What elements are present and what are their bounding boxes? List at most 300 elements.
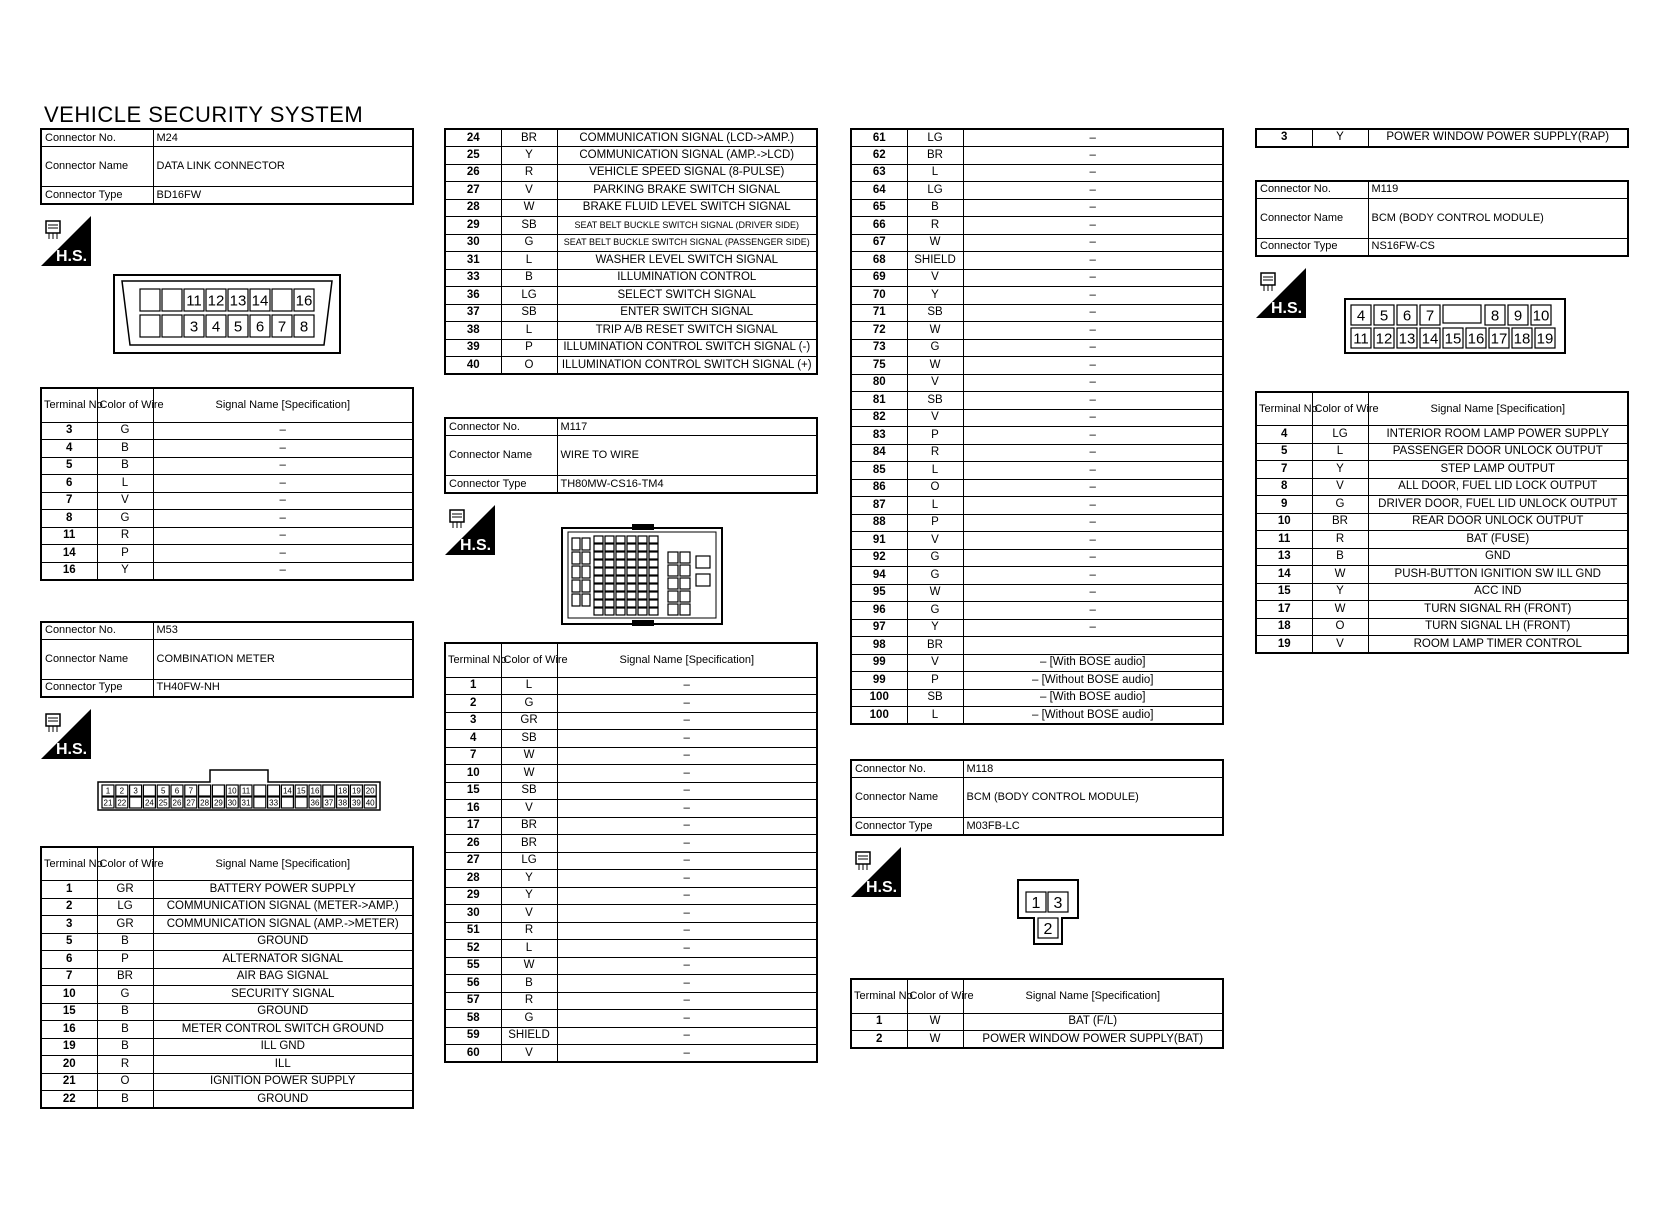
color-header: Color of Wire: [1312, 392, 1368, 426]
terminal-cell: 100: [851, 707, 907, 725]
color-cell: W: [907, 584, 963, 602]
pin-label: 14: [1421, 329, 1439, 347]
terminal-cell: 83: [851, 427, 907, 445]
table-row: [445, 747, 817, 765]
signal-cell: –: [557, 940, 817, 958]
terminal-cell: 3: [445, 712, 501, 730]
terminal-cell: 36: [445, 287, 501, 305]
terminal-cell: 6: [41, 951, 97, 969]
table-row: [1256, 583, 1628, 601]
signal-cell: COMMUNICATION SIGNAL (AMP.->LCD): [557, 147, 817, 165]
table-row: [851, 619, 1223, 637]
connector-pin: [605, 608, 614, 615]
terminal-cell: 24: [445, 129, 501, 147]
terminal-cell: 25: [445, 147, 501, 165]
connector-pin: [616, 544, 625, 551]
terminal-cell: 3: [41, 422, 97, 440]
terminal-cell: 15: [445, 782, 501, 800]
signal-cell: BAT (FUSE): [1368, 531, 1628, 549]
table-row: [445, 199, 817, 217]
connector-no: M117: [557, 418, 817, 436]
signal-cell: –: [963, 182, 1223, 200]
color-cell: L: [1312, 443, 1368, 461]
table-row: [41, 475, 413, 493]
connector-pin: [627, 608, 636, 615]
signal-cell: –: [153, 492, 413, 510]
signal-cell: SELECT SWITCH SIGNAL: [557, 287, 817, 305]
hs-icon: [40, 215, 92, 267]
table-row: [851, 602, 1223, 620]
table-row: [445, 835, 817, 853]
terminal-cell: 1: [445, 677, 501, 695]
connector-pin: [605, 584, 614, 591]
table-row: [851, 392, 1223, 410]
terminal-cell: 67: [851, 234, 907, 252]
terminal-cell: 1: [41, 881, 97, 899]
color-cell: P: [907, 514, 963, 532]
terminal-cell: 2: [851, 1031, 907, 1049]
terminal-header: Terminal No.: [851, 979, 907, 1013]
signal-cell: –: [963, 304, 1223, 322]
table-row: [851, 217, 1223, 235]
table-row: [851, 357, 1223, 375]
table-row: [445, 1010, 817, 1028]
terminal-cell: 80: [851, 374, 907, 392]
label: Connector Name: [445, 436, 557, 476]
color-cell: W: [907, 322, 963, 340]
color-cell: GR: [501, 712, 557, 730]
terminal-cell: 17: [445, 817, 501, 835]
signal-cell: REAR DOOR UNLOCK OUTPUT: [1368, 513, 1628, 531]
table-row: [445, 234, 817, 252]
signal-table-m53: [40, 846, 414, 1110]
terminal-cell: 28: [445, 870, 501, 888]
terminal-cell: 39: [445, 339, 501, 357]
signal-cell: –: [963, 217, 1223, 235]
terminal-cell: 59: [445, 1027, 501, 1045]
terminal-cell: 16: [41, 562, 97, 580]
color-header: Color of Wire: [97, 847, 153, 881]
table-row: [41, 457, 413, 475]
connector-pin: [594, 536, 603, 543]
color-cell: W: [501, 957, 557, 975]
label: Connector Type: [1256, 238, 1368, 256]
table-row: [445, 712, 817, 730]
table-row: [445, 287, 817, 305]
signal-cell: GROUND: [153, 933, 413, 951]
table-row: [41, 898, 413, 916]
signal-header: Signal Name [Specification]: [557, 643, 817, 677]
signal-cell: –: [963, 409, 1223, 427]
pin-label: 24: [144, 797, 154, 807]
pin-label: 27: [186, 797, 196, 807]
terminal-cell: 91: [851, 532, 907, 550]
terminal-cell: 62: [851, 147, 907, 165]
connector-type: TH80MW-CS16-TM4: [557, 476, 817, 494]
color-cell: G: [501, 1010, 557, 1028]
signal-cell: VEHICLE SPEED SIGNAL (8-PULSE): [557, 164, 817, 182]
color-cell: B: [501, 975, 557, 993]
signal-cell: –: [153, 527, 413, 545]
signal-cell: –: [557, 730, 817, 748]
signal-cell: STEP LAMP OUTPUT: [1368, 461, 1628, 479]
pin-label: 17: [1490, 329, 1508, 347]
table-row: [1256, 426, 1628, 444]
pin-label: 13: [1398, 329, 1416, 347]
connector-pin: [668, 565, 678, 576]
color-cell: LG: [97, 898, 153, 916]
hs-icon: [1255, 267, 1307, 319]
terminal-cell: 9: [1256, 496, 1312, 514]
color-header: Color of Wire: [97, 388, 153, 422]
signal-cell: [963, 637, 1223, 655]
signal-cell: –: [557, 975, 817, 993]
table-row: [445, 322, 817, 340]
pin-label: 38: [338, 797, 348, 807]
pin-label: 21: [103, 797, 113, 807]
color-cell: LG: [907, 129, 963, 147]
color-cell: B: [97, 1038, 153, 1056]
color-cell: BR: [501, 817, 557, 835]
signal-cell: –: [557, 1010, 817, 1028]
table-row: [851, 1013, 1223, 1031]
color-cell: Y: [1312, 129, 1368, 147]
connector-pin: [605, 536, 614, 543]
connector-pin: [649, 592, 658, 599]
table-row: [445, 975, 817, 993]
color-cell: Y: [501, 870, 557, 888]
pin-label: 10: [1532, 306, 1550, 324]
terminal-cell: 86: [851, 479, 907, 497]
label: Connector Type: [445, 476, 557, 494]
color-cell: R: [907, 444, 963, 462]
pin-label: 1: [105, 785, 111, 795]
connector-pin: [616, 592, 625, 599]
terminal-cell: 61: [851, 129, 907, 147]
table-row: [41, 933, 413, 951]
connector-type: TH40FW-NH: [153, 679, 413, 697]
color-cell: O: [1312, 618, 1368, 636]
pin-label: 3: [189, 318, 199, 336]
connector-pin: [594, 544, 603, 551]
color-cell: V: [1312, 478, 1368, 496]
pin-label: 12: [1375, 329, 1393, 347]
pin-label: 3: [133, 785, 138, 795]
signal-cell: ILL: [153, 1056, 413, 1074]
table-row: [41, 1091, 413, 1109]
connector-pin: [594, 576, 603, 583]
pin-label: 2: [119, 785, 125, 795]
color-cell: G: [1312, 496, 1368, 514]
terminal-cell: 7: [445, 747, 501, 765]
table-row: [41, 510, 413, 528]
color-cell: R: [501, 992, 557, 1010]
color-cell: SB: [501, 217, 557, 235]
signal-cell: –: [153, 475, 413, 493]
connector-pin: [616, 576, 625, 583]
signal-header: Signal Name [Specification]: [153, 388, 413, 422]
table-row: [1256, 636, 1628, 654]
terminal-cell: 11: [1256, 531, 1312, 549]
signal-cell: –: [963, 584, 1223, 602]
connector-pin: [572, 538, 580, 550]
connector-pin: [199, 785, 211, 796]
signal-cell: –: [963, 549, 1223, 567]
terminal-cell: 37: [445, 304, 501, 322]
signal-cell: ILL GND: [153, 1038, 413, 1056]
table-row: [445, 147, 817, 165]
pin-label: 18: [1513, 329, 1531, 347]
table-row: [445, 164, 817, 182]
connector-no: M118: [963, 760, 1223, 778]
signal-cell: –: [557, 852, 817, 870]
color-cell: W: [1312, 601, 1368, 619]
pin-label: 6: [1402, 306, 1412, 324]
connector-pin: [680, 552, 690, 563]
pin-label: 5: [1379, 306, 1389, 324]
connector-pin: [572, 566, 580, 578]
table-row: [445, 940, 817, 958]
connector-pin: [627, 560, 636, 567]
terminal-cell: 21: [41, 1073, 97, 1091]
color-cell: B: [501, 269, 557, 287]
table-row: [41, 562, 413, 580]
signal-header: Signal Name [Specification]: [153, 847, 413, 881]
table-row: [851, 584, 1223, 602]
color-cell: BR: [97, 968, 153, 986]
terminal-cell: 58: [445, 1010, 501, 1028]
signal-cell: SECURITY SIGNAL: [153, 986, 413, 1004]
table-row: [41, 986, 413, 1004]
pin-label: 7: [277, 318, 287, 336]
table-row: [445, 339, 817, 357]
connector-pin: [627, 544, 636, 551]
connector-pin: [649, 576, 658, 583]
label: Connector No.: [41, 129, 153, 147]
signal-table-m53-continued: [444, 128, 818, 375]
connector-pin: [616, 584, 625, 591]
label: Connector No.: [445, 418, 557, 436]
table-row: [445, 992, 817, 1010]
color-cell: Y: [907, 287, 963, 305]
signal-cell: –: [963, 357, 1223, 375]
table-row: [41, 492, 413, 510]
color-cell: L: [907, 707, 963, 725]
signal-cell: –: [963, 164, 1223, 182]
connector-pin: [627, 576, 636, 583]
pin-label: 31: [241, 797, 251, 807]
color-cell: G: [501, 695, 557, 713]
pin-label: 2: [1043, 920, 1053, 938]
connector-pin: [605, 576, 614, 583]
terminal-header: Terminal No.: [445, 643, 501, 677]
connector-pin: [1443, 305, 1481, 323]
terminal-cell: 4: [445, 730, 501, 748]
signal-table-m118: [850, 978, 1224, 1049]
color-cell: W: [501, 747, 557, 765]
terminal-cell: 31: [445, 252, 501, 270]
signal-cell: ALL DOOR, FUEL LID LOCK OUTPUT: [1368, 478, 1628, 496]
table-row: [41, 1038, 413, 1056]
table-row: [851, 514, 1223, 532]
table-row: [1256, 513, 1628, 531]
terminal-cell: 95: [851, 584, 907, 602]
color-cell: G: [907, 567, 963, 585]
connector-pin: [649, 552, 658, 559]
table-row: [851, 637, 1223, 655]
table-row: [445, 695, 817, 713]
color-cell: BR: [907, 637, 963, 655]
pin-label: 26: [172, 797, 182, 807]
table-row: [445, 357, 817, 375]
color-cell: V: [1312, 636, 1368, 654]
signal-cell: –: [963, 374, 1223, 392]
terminal-cell: 98: [851, 637, 907, 655]
signal-header: Signal Name [Specification]: [963, 979, 1223, 1013]
terminal-cell: 40: [445, 357, 501, 375]
page-title: VEHICLE SECURITY SYSTEM: [44, 102, 364, 127]
color-header: Color of Wire: [501, 643, 557, 677]
table-row: [445, 870, 817, 888]
table-row: [445, 817, 817, 835]
connector-pin: [638, 536, 647, 543]
color-cell: W: [907, 234, 963, 252]
color-cell: G: [97, 986, 153, 1004]
table-row: [41, 881, 413, 899]
signal-cell: GROUND: [153, 1003, 413, 1021]
connector-pin: [668, 578, 678, 589]
pin-label: 29: [213, 797, 223, 807]
connector-pin: [212, 785, 224, 796]
terminal-cell: 7: [41, 968, 97, 986]
label: Connector No.: [1256, 181, 1368, 199]
pin-label: 15: [296, 785, 306, 795]
signal-cell: AIR BAG SIGNAL: [153, 968, 413, 986]
table-row: [41, 1073, 413, 1091]
signal-cell: ALTERNATOR SIGNAL: [153, 951, 413, 969]
signal-cell: COMMUNICATION SIGNAL (LCD->AMP.): [557, 129, 817, 147]
signal-cell: IGNITION POWER SUPPLY: [153, 1073, 413, 1091]
terminal-cell: 97: [851, 619, 907, 637]
signal-cell: –: [963, 199, 1223, 217]
connector-pin: [649, 560, 658, 567]
pin-label: 14: [282, 785, 292, 795]
color-cell: GR: [97, 881, 153, 899]
signal-cell: POWER WINDOW POWER SUPPLY(RAP): [1368, 129, 1628, 147]
terminal-cell: 10: [445, 765, 501, 783]
signal-cell: –: [557, 992, 817, 1010]
terminal-cell: 18: [1256, 618, 1312, 636]
color-cell: LG: [907, 182, 963, 200]
table-row: [445, 765, 817, 783]
terminal-cell: 4: [41, 440, 97, 458]
table-row: [41, 527, 413, 545]
connector-no: M53: [153, 622, 413, 640]
table-row: [851, 147, 1223, 165]
signal-cell: –: [963, 234, 1223, 252]
connector-pin: [668, 591, 678, 602]
color-cell: B: [97, 933, 153, 951]
connector-pin: [638, 560, 647, 567]
table-row: [851, 269, 1223, 287]
table-row: [445, 782, 817, 800]
color-cell: B: [97, 1091, 153, 1109]
color-cell: B: [97, 440, 153, 458]
terminal-cell: 99: [851, 672, 907, 690]
pin-label: 4: [211, 318, 221, 336]
terminal-cell: 11: [41, 527, 97, 545]
signal-cell: TURN SIGNAL RH (FRONT): [1368, 601, 1628, 619]
terminal-cell: 14: [41, 545, 97, 563]
terminal-cell: 13: [1256, 548, 1312, 566]
color-cell: V: [907, 532, 963, 550]
table-row: [1256, 478, 1628, 496]
color-cell: W: [501, 765, 557, 783]
terminal-cell: 27: [445, 182, 501, 200]
signal-cell: –: [557, 1045, 817, 1063]
color-cell: W: [907, 1013, 963, 1031]
column-1: [40, 128, 414, 1109]
label: Connector Type: [41, 187, 153, 205]
terminal-cell: 73: [851, 339, 907, 357]
terminal-cell: 87: [851, 497, 907, 515]
color-cell: G: [97, 510, 153, 528]
pin-label: 13: [229, 292, 247, 310]
pin-label: 39: [351, 797, 361, 807]
connector-pin: [668, 604, 678, 615]
signal-table-m117: [444, 642, 818, 1063]
connector-pin: [696, 574, 710, 586]
signal-cell: –: [963, 462, 1223, 480]
connector-pin: [680, 591, 690, 602]
terminal-cell: 81: [851, 392, 907, 410]
signal-cell: WASHER LEVEL SWITCH SIGNAL: [557, 252, 817, 270]
pin-label: 5: [160, 785, 166, 795]
table-row: [851, 129, 1223, 147]
hs-icon: [40, 708, 92, 760]
pin-label: 9: [1513, 306, 1523, 324]
signal-cell: PASSENGER DOOR UNLOCK OUTPUT: [1368, 443, 1628, 461]
connector-pin: [627, 600, 636, 607]
color-cell: G: [907, 549, 963, 567]
table-row: [851, 164, 1223, 182]
pin-label: 1: [1031, 894, 1041, 912]
connector-pin: [594, 592, 603, 599]
connector-pin: [572, 580, 580, 592]
connector-pin: [627, 536, 636, 543]
table-row: [851, 654, 1223, 672]
terminal-cell: 56: [445, 975, 501, 993]
signal-cell: BATTERY POWER SUPPLY: [153, 881, 413, 899]
signal-cell: ACC IND: [1368, 583, 1628, 601]
table-row: [445, 217, 817, 235]
signal-cell: – [Without BOSE audio]: [963, 672, 1223, 690]
signal-cell: –: [557, 905, 817, 923]
signal-cell: –: [963, 427, 1223, 445]
color-cell: V: [501, 1045, 557, 1063]
terminal-cell: 10: [1256, 513, 1312, 531]
color-cell: W: [907, 357, 963, 375]
table-row: [851, 304, 1223, 322]
pin-label: 22: [117, 797, 127, 807]
terminal-header: Terminal No.: [41, 847, 97, 881]
color-cell: R: [907, 217, 963, 235]
terminal-cell: 19: [41, 1038, 97, 1056]
terminal-cell: 28: [445, 199, 501, 217]
color-cell: BR: [501, 129, 557, 147]
pin-label: 10: [227, 785, 237, 795]
signal-cell: COMMUNICATION SIGNAL (METER->AMP.): [153, 898, 413, 916]
